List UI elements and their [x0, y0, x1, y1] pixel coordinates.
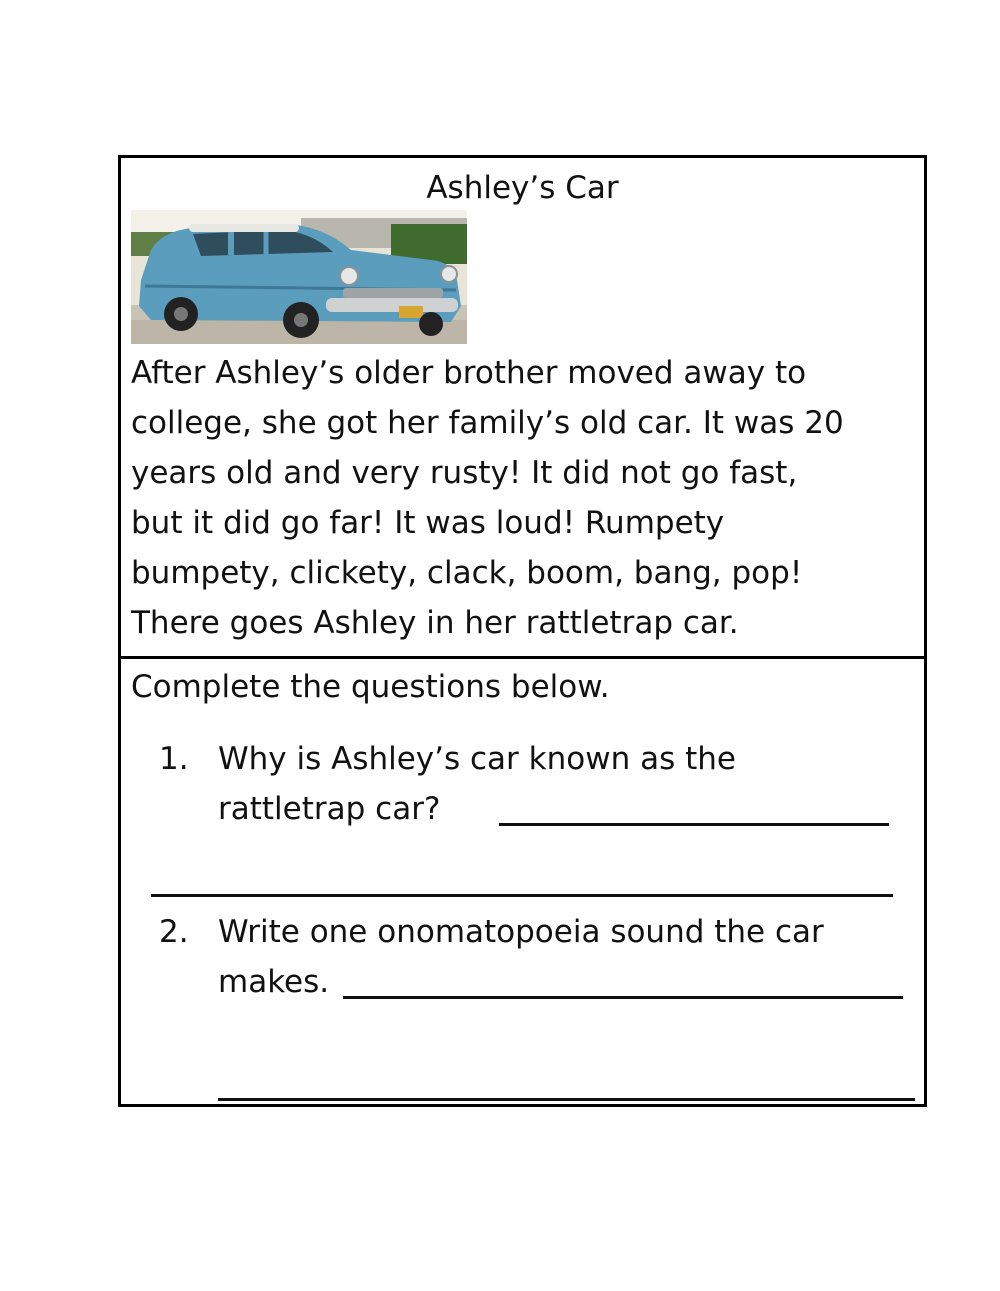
- answer-2-line[interactable]: [343, 996, 903, 999]
- answer-2-line-2[interactable]: [218, 1098, 915, 1101]
- question-2-number: 2.: [159, 914, 189, 950]
- car-photo: [131, 210, 467, 344]
- question-2-text-cont: makes.: [218, 964, 330, 1000]
- answer-1-line-2[interactable]: [151, 894, 893, 897]
- question-1-text: Why is Ashley’s car known as the: [218, 741, 736, 777]
- story-line: After Ashley’s older brother moved away to: [131, 355, 807, 391]
- question-2-text: Write one onomatopoeia sound the car: [218, 914, 824, 950]
- story-line: bumpety, clickety, clack, boom, bang, pop!: [131, 555, 803, 591]
- story-text: [131, 348, 911, 648]
- question-1-number: 1.: [159, 741, 189, 777]
- page-title: Ashley’s Car: [426, 170, 619, 206]
- section-divider: [121, 656, 924, 659]
- instructions: Complete the questions below.: [131, 669, 610, 705]
- story-line: but it did go far! It was loud! Rumpety: [131, 505, 725, 541]
- story-line: years old and very rusty! It did not go fast,: [131, 455, 798, 491]
- worksheet-frame: [118, 155, 927, 1107]
- car-image: [131, 210, 467, 344]
- answer-1-line[interactable]: [499, 823, 889, 826]
- story-line: There goes Ashley in her rattletrap car.: [131, 605, 739, 641]
- question-1-text-cont: rattletrap car?: [218, 791, 441, 827]
- story-line: college, she got her family’s old car. It was 20: [131, 405, 844, 441]
